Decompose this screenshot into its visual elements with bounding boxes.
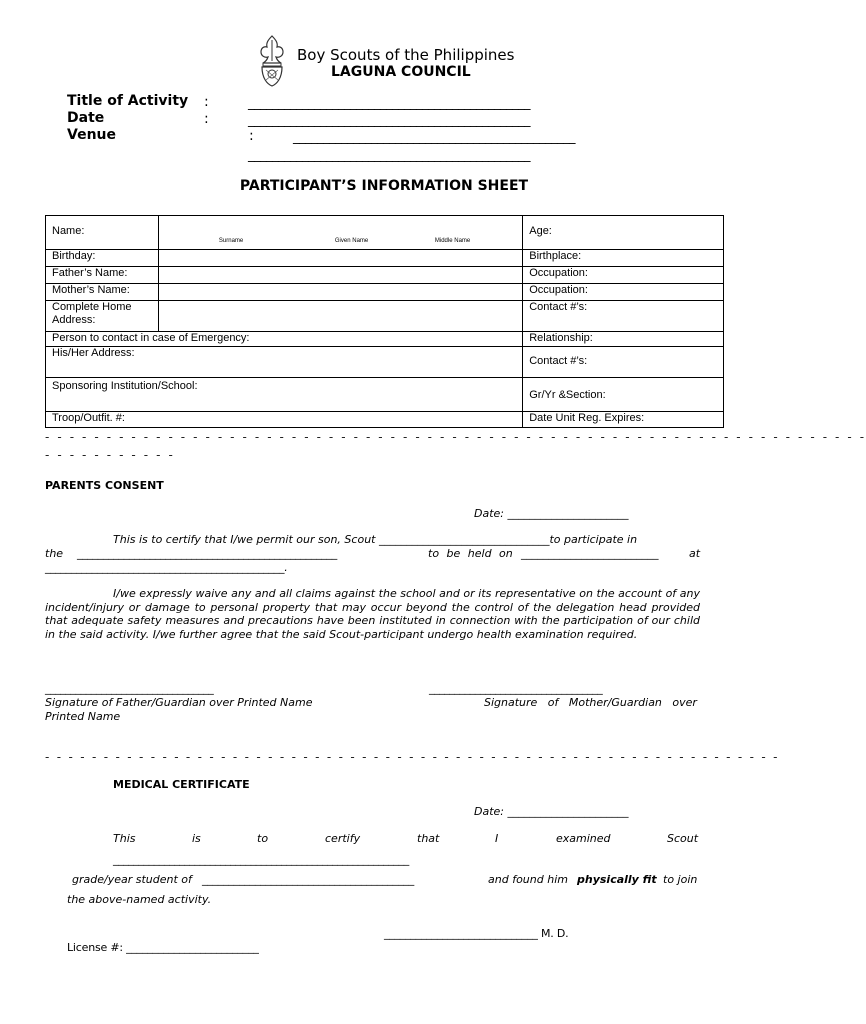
consent-at-label: at: [689, 547, 701, 560]
name-label: Name:: [46, 216, 159, 250]
contact-field[interactable]: Contact #’s:: [523, 301, 724, 332]
cert-word: is: [192, 832, 201, 845]
title-of-activity-label: Title of Activity: [67, 93, 189, 109]
birthday-label: Birthday:: [46, 250, 159, 267]
sheet-title: PARTICIPANT’S INFORMATION SHEET: [239, 178, 529, 194]
physically-fit-label: physically fit: [577, 873, 657, 886]
medical-date-field[interactable]: Date: ______________________: [474, 805, 629, 818]
consent-held-on-label: to be held on: [428, 547, 513, 560]
venue-field-2[interactable]: _______________________________________________: [248, 148, 530, 163]
father-name-field[interactable]: [158, 267, 522, 284]
org-name: Boy Scouts of the Philippines: [297, 46, 515, 64]
cert-word: This: [113, 832, 136, 845]
consent-venue-field[interactable]: ______________________________________________.: [45, 561, 288, 574]
surname-label: Surname: [218, 238, 244, 244]
date-unit-reg-expires-field[interactable]: Date Unit Reg. Expires:: [523, 412, 724, 428]
birthplace-field[interactable]: Birthplace:: [523, 250, 724, 267]
license-number-field[interactable]: License #: _________________________: [67, 941, 259, 954]
sponsoring-institution-field[interactable]: Sponsoring Institution/School:: [46, 378, 523, 412]
home-address-field[interactable]: [158, 301, 522, 332]
cert-word: that: [417, 832, 440, 845]
age-field[interactable]: Age:: [523, 216, 724, 250]
father-signature-field[interactable]: _________________________________: [45, 682, 214, 695]
mother-signature-label-cont: Printed Name: [45, 710, 121, 723]
participant-info-table: [45, 215, 724, 428]
medical-certificate-title: MEDICAL CERTIFICATE: [113, 778, 250, 791]
grade-section-field[interactable]: Gr/Yr &Section:: [523, 378, 724, 412]
consent-waiver-paragraph: I/we expressly waive any and all claims against the school and or its representative on the account of any incident/injury or damage to personal property that may occur beyond the control of the delegation head provided that adequate safety measures and precautions have been instituted in connection with the participation of our child in the said activity. I/we further agree that the said Scout-participant undergo health examination required.: [45, 587, 700, 642]
troop-outfit-field[interactable]: Troop/Outfit. #:: [46, 412, 523, 428]
consent-the-label: the: [45, 547, 64, 560]
birthday-field[interactable]: [158, 250, 522, 267]
colon: :: [249, 128, 254, 144]
school-field[interactable]: ________________________________________: [202, 873, 415, 886]
emergency-contact-number-field[interactable]: Contact #’s:: [523, 347, 724, 378]
to-join-label: to join: [663, 873, 698, 886]
emergency-contact-field[interactable]: Person to contact in case of Emergency:: [46, 332, 523, 347]
found-him-label: and found him: [488, 873, 568, 886]
colon: :: [204, 111, 209, 127]
mother-occupation-field[interactable]: Occupation:: [523, 284, 724, 301]
name-field[interactable]: [158, 216, 522, 250]
cert-word: examined: [556, 832, 611, 845]
date-field[interactable]: _______________________________________________: [248, 113, 530, 128]
grade-year-label: grade/year student of: [72, 873, 192, 886]
council-name: LAGUNA COUNCIL: [331, 64, 471, 80]
given-name-label: Given Name: [334, 238, 369, 244]
activity-line: the above-named activity.: [67, 893, 212, 906]
date-label: Date: [67, 110, 105, 126]
mother-name-label: Mother’s Name:: [46, 284, 159, 301]
cut-line-2: - - - - - - - - - - - - - - - - - - - - - - - - - - - - - - - - - - - - - - - - - - - - - - - - - - - - - - - - - - - - - - -: [45, 750, 780, 764]
cert-word: I: [495, 832, 499, 845]
father-occupation-field[interactable]: Occupation:: [523, 267, 724, 284]
middle-name-label: Middle Name: [434, 238, 471, 244]
relationship-field[interactable]: Relationship:: [523, 332, 724, 347]
venue-label: Venue: [67, 127, 116, 143]
mother-signature-label: Signature of Mother/Guardian over: [484, 696, 697, 709]
cert-word: to: [257, 832, 269, 845]
medical-scout-name-field[interactable]: __________________________________________________________: [113, 853, 409, 866]
title-of-activity-field[interactable]: _______________________________________________: [248, 96, 530, 111]
home-address-label: Complete Home Address:: [46, 301, 159, 332]
cut-line-continued: - - - - - - - - - - -: [45, 448, 175, 462]
father-name-label: Father’s Name:: [46, 267, 159, 284]
bsp-emblem-icon: [257, 34, 287, 88]
cert-word: certify: [325, 832, 361, 845]
cut-line: - - - - - - - - - - - - - - - - - - - - - - - - - - - - - - - - - - - - - - - - - - - - - - - - - - - - - - - - - - - - - - - - - - -: [45, 430, 866, 444]
md-signature-field[interactable]: _____________________________ M. D.: [384, 927, 569, 940]
consent-certify-line[interactable]: This is to certify that I/we permit our son, Scout _______________________________to participate in: [113, 533, 638, 546]
mother-signature-field[interactable]: __________________________________: [429, 682, 603, 695]
consent-date-held-field[interactable]: _________________________: [521, 547, 659, 560]
cert-word: Scout: [667, 832, 699, 845]
colon: :: [204, 94, 209, 110]
parents-consent-title: PARENTS CONSENT: [45, 479, 164, 492]
venue-field[interactable]: _______________________________________________: [293, 130, 575, 145]
mother-name-field[interactable]: [158, 284, 522, 301]
consent-date-field[interactable]: Date: ______________________: [474, 507, 629, 520]
father-signature-label: Signature of Father/Guardian over Printed Name: [45, 696, 313, 709]
consent-activity-field[interactable]: __________________________________________________: [77, 547, 338, 560]
his-her-address-field[interactable]: His/Her Address:: [46, 347, 523, 378]
